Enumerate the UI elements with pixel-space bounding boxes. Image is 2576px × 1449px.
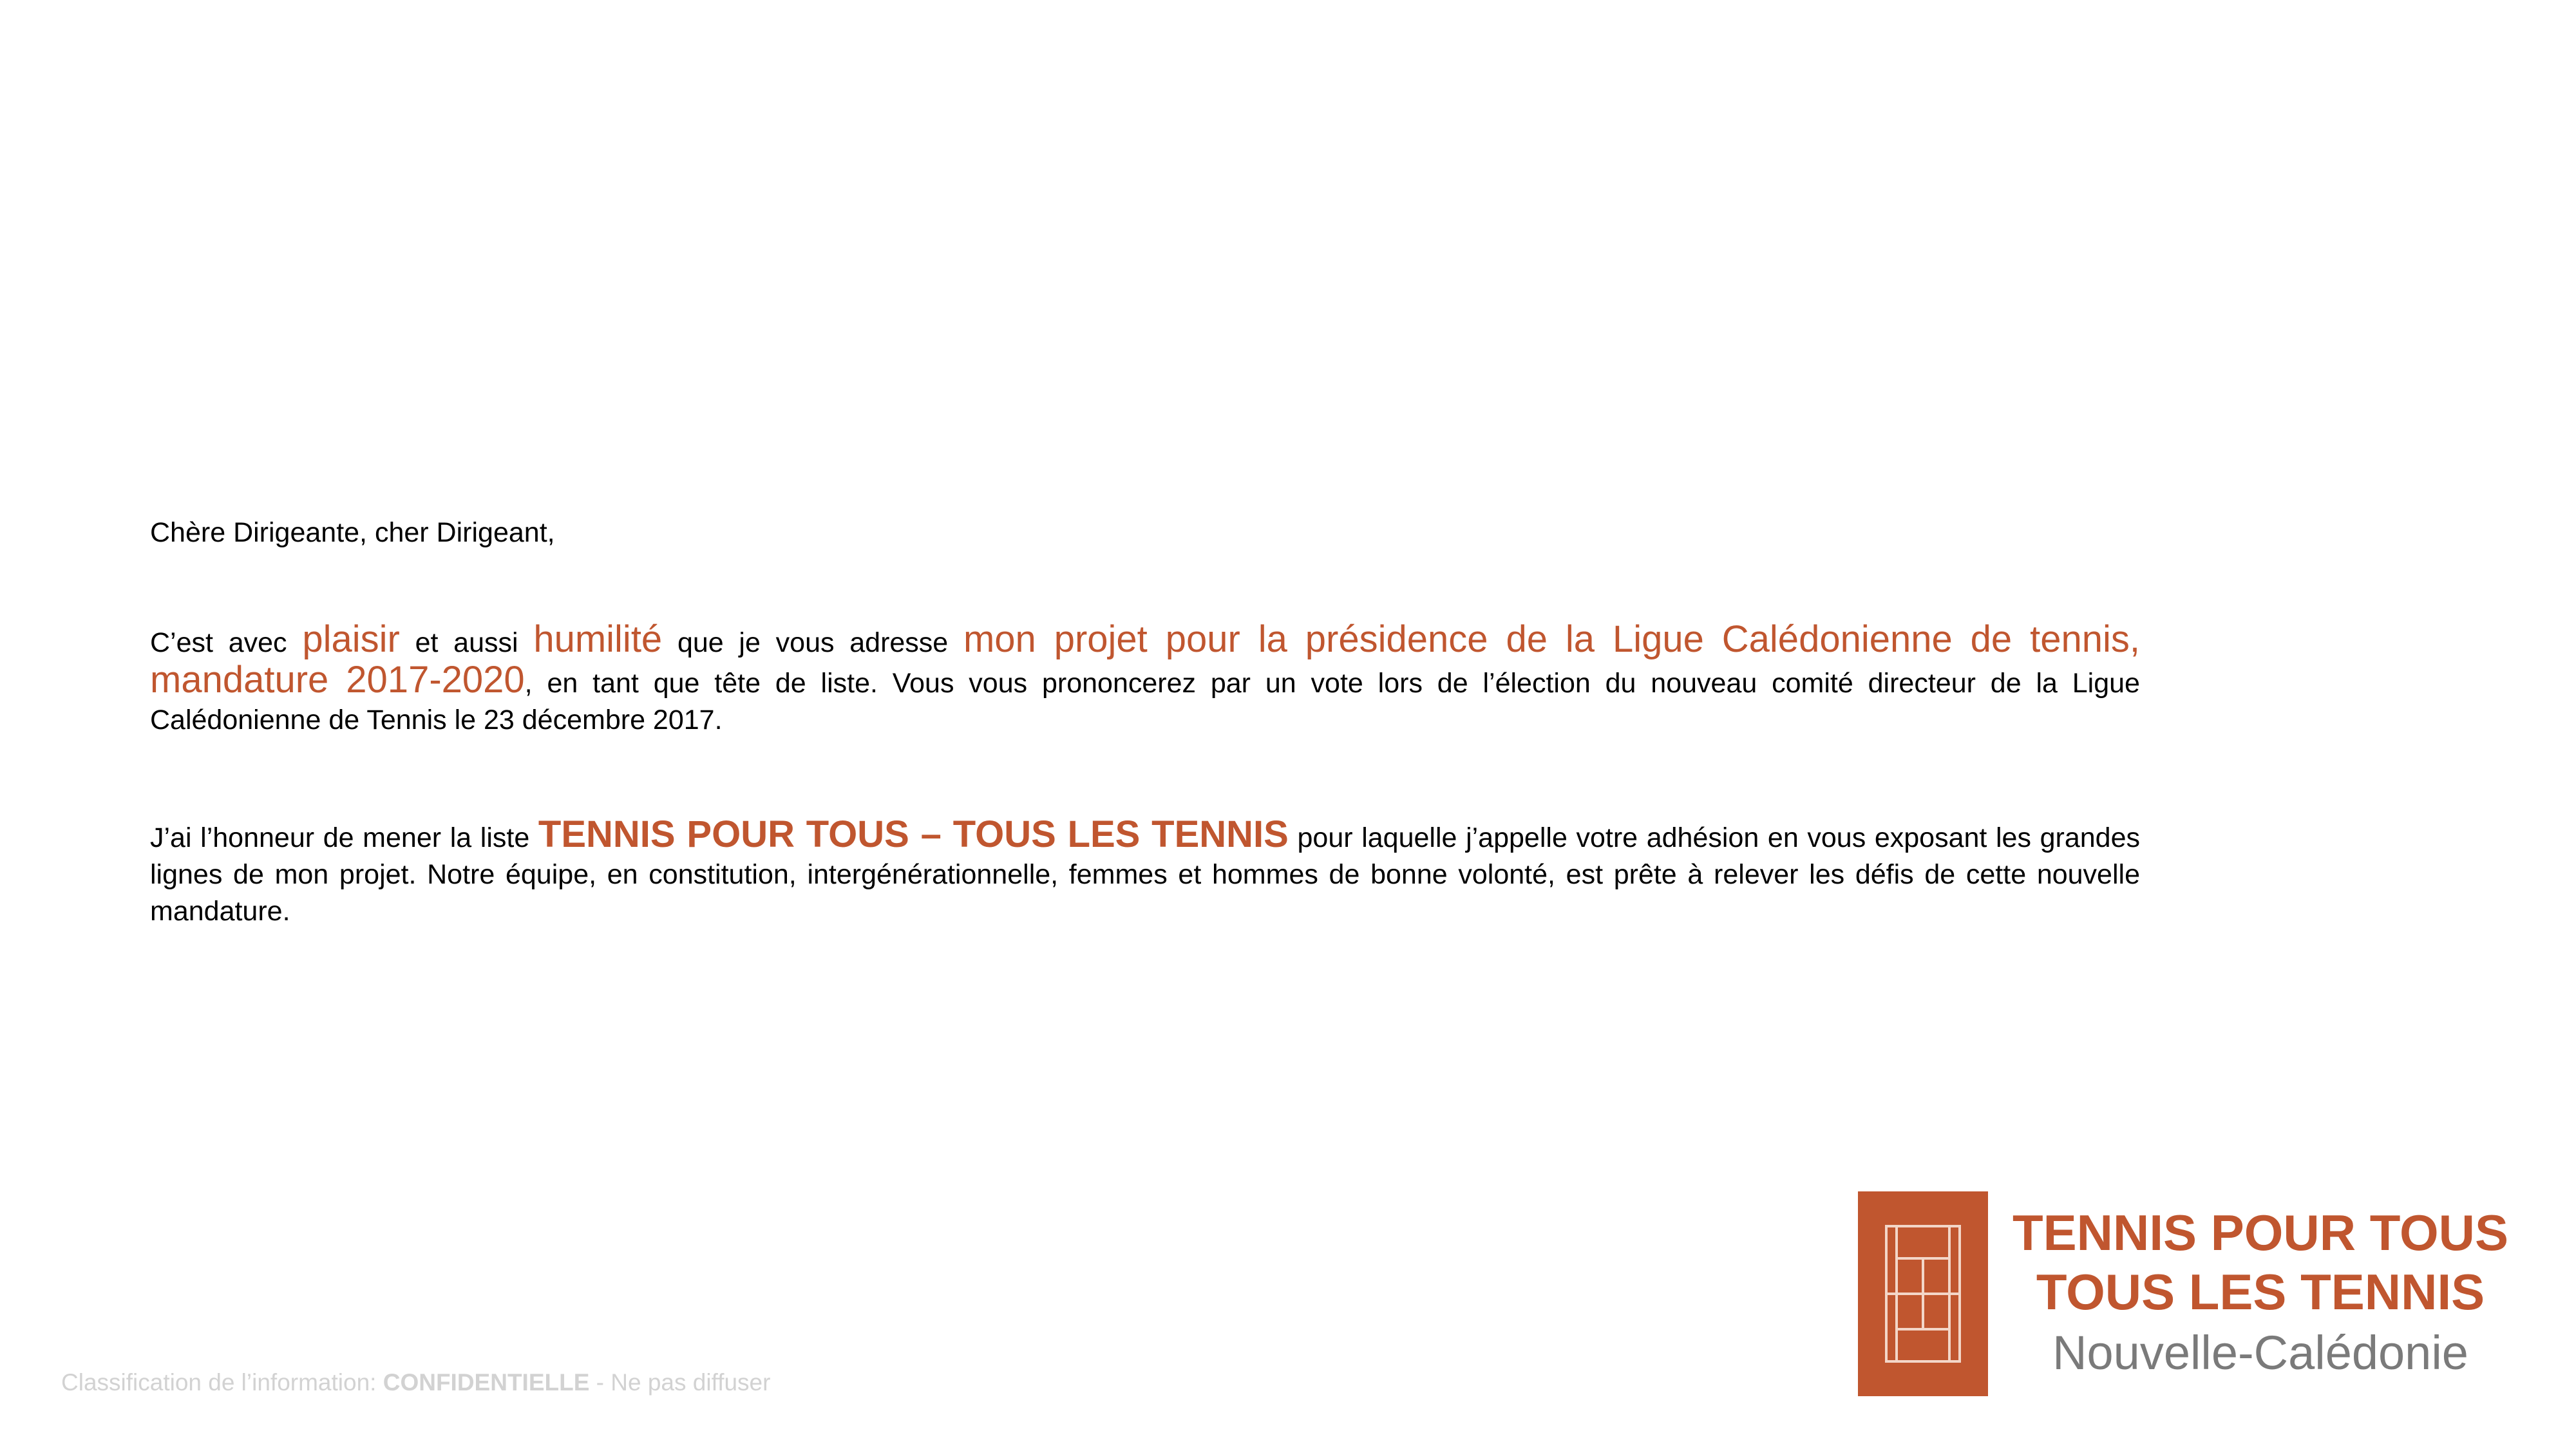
logo-region: Nouvelle-Calédonie bbox=[2052, 1326, 2468, 1379]
list-text-2: pour laquelle j’appelle votre adhésion en vous exposant les grandes lignes de mon projet. Notre équipe, en constitution, intergénérationnelle, femmes et hommes de bonne volonté, est prête à relever les défis de cette nouvelle mandature. bbox=[150, 822, 2140, 927]
list-text-1: J’ai l’honneur de mener la liste bbox=[150, 822, 538, 853]
classification-footer bbox=[61, 1369, 770, 1396]
intro-text-3: que je vous adresse bbox=[662, 627, 963, 658]
letter-body bbox=[150, 515, 2140, 930]
footer-prefix: Classification de l’information: bbox=[61, 1369, 383, 1396]
paragraph-list bbox=[150, 813, 2140, 930]
footer-level: CONFIDENTIELLE bbox=[383, 1369, 590, 1396]
footer-suffix: - Ne pas diffuser bbox=[589, 1369, 771, 1396]
tennis-court-icon bbox=[1858, 1191, 1988, 1396]
logo-wordmark bbox=[2009, 1203, 2512, 1385]
letter-greeting: Chère Dirigeante, cher Dirigeant, bbox=[150, 517, 555, 548]
highlight-list-name: TENNIS POUR TOUS – TOUS LES TENNIS bbox=[538, 813, 1289, 855]
intro-text-4: , en tant que tête de liste. Vous vous prononcerez par un vote lors de l’élection du nouveau comité directeur de la Ligue Calédonienne de Tennis le 23 décembre 2017. bbox=[150, 667, 2140, 735]
logo-line-1: TENNIS POUR TOUS bbox=[2012, 1204, 2508, 1261]
intro-text-1: C’est avec bbox=[150, 627, 303, 658]
paragraph-intro bbox=[150, 618, 2140, 739]
highlight-projet: mon projet pour la présidence de la Ligue Calédonienne de tennis, mandature 2017-2020 bbox=[150, 618, 2140, 701]
highlight-plaisir: plaisir bbox=[302, 618, 400, 660]
tennis-court-svg bbox=[1858, 1191, 1988, 1396]
logo-line-2: TOUS LES TENNIS bbox=[2036, 1264, 2485, 1320]
intro-text-2: et aussi bbox=[399, 627, 534, 658]
highlight-humilite: humilité bbox=[533, 618, 663, 660]
